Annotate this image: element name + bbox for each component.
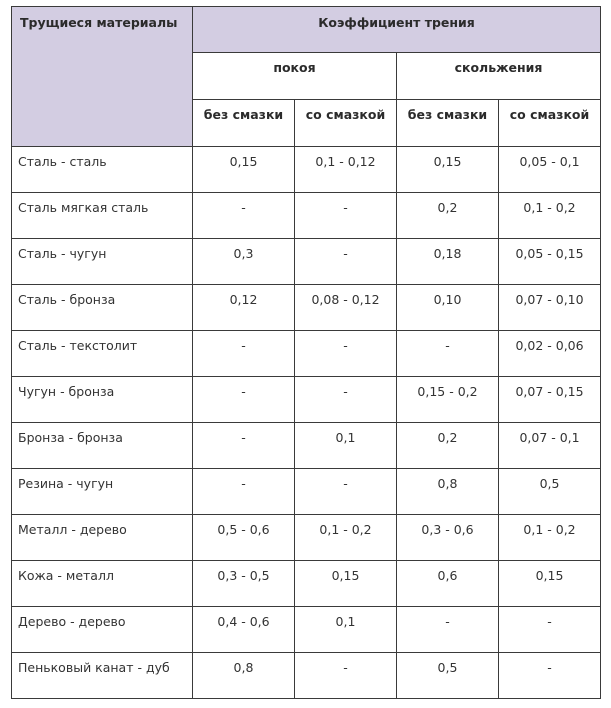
table-row — [12, 561, 601, 607]
rest-lube-cell: - — [295, 469, 397, 515]
material-cell: Дерево - дерево — [12, 607, 193, 653]
rest-dry-cell: - — [193, 377, 295, 423]
header-rest-with-lube: со смазкой — [295, 100, 397, 147]
slide-dry-cell: 0,5 — [397, 653, 499, 699]
slide-lube-cell: 0,1 - 0,2 — [499, 515, 601, 561]
rest-lube-cell: - — [295, 377, 397, 423]
table-row — [12, 423, 601, 469]
slide-dry-cell: 0,2 — [397, 193, 499, 239]
table-row — [12, 147, 601, 193]
material-cell: Металл - дерево — [12, 515, 193, 561]
slide-lube-cell: 0,05 - 0,15 — [499, 239, 601, 285]
rest-lube-cell: - — [295, 653, 397, 699]
slide-lube-cell: 0,15 — [499, 561, 601, 607]
rest-dry-cell: 0,12 — [193, 285, 295, 331]
slide-dry-cell: 0,15 — [397, 147, 499, 193]
table-row — [12, 515, 601, 561]
rest-lube-cell: 0,1 — [295, 607, 397, 653]
slide-lube-cell: - — [499, 653, 601, 699]
slide-dry-cell: 0,3 - 0,6 — [397, 515, 499, 561]
rest-lube-cell: 0,1 — [295, 423, 397, 469]
slide-lube-cell: - — [499, 607, 601, 653]
slide-dry-cell: - — [397, 331, 499, 377]
slide-dry-cell: 0,8 — [397, 469, 499, 515]
rest-dry-cell: - — [193, 331, 295, 377]
slide-lube-cell: 0,1 - 0,2 — [499, 193, 601, 239]
material-cell: Сталь - бронза — [12, 285, 193, 331]
slide-dry-cell: 0,10 — [397, 285, 499, 331]
rest-lube-cell: - — [295, 193, 397, 239]
material-cell: Сталь - сталь — [12, 147, 193, 193]
rest-dry-cell: - — [193, 193, 295, 239]
rest-dry-cell: - — [193, 423, 295, 469]
slide-lube-cell: 0,07 - 0,10 — [499, 285, 601, 331]
friction-coefficient-table — [11, 6, 601, 699]
slide-lube-cell: 0,02 - 0,06 — [499, 331, 601, 377]
rest-lube-cell: 0,15 — [295, 561, 397, 607]
rest-dry-cell: 0,4 - 0,6 — [193, 607, 295, 653]
rest-lube-cell: 0,1 - 0,2 — [295, 515, 397, 561]
slide-dry-cell: 0,15 - 0,2 — [397, 377, 499, 423]
slide-lube-cell: 0,05 - 0,1 — [499, 147, 601, 193]
material-cell: Бронза - бронза — [12, 423, 193, 469]
table-row — [12, 653, 601, 699]
rest-dry-cell: - — [193, 469, 295, 515]
material-cell: Сталь мягкая сталь — [12, 193, 193, 239]
header-sliding-no-lube: без смазки — [397, 100, 499, 147]
table-row — [12, 331, 601, 377]
table-row — [12, 377, 601, 423]
rest-lube-cell: - — [295, 239, 397, 285]
table-row — [12, 239, 601, 285]
table-row — [12, 285, 601, 331]
rest-dry-cell: 0,3 — [193, 239, 295, 285]
material-cell: Сталь - чугун — [12, 239, 193, 285]
rest-dry-cell: 0,8 — [193, 653, 295, 699]
table-body — [12, 147, 601, 699]
header-rest-no-lube: без смазки — [193, 100, 295, 147]
material-cell: Чугун - бронза — [12, 377, 193, 423]
slide-dry-cell: - — [397, 607, 499, 653]
slide-lube-cell: 0,07 - 0,1 — [499, 423, 601, 469]
rest-dry-cell: 0,3 - 0,5 — [193, 561, 295, 607]
rest-lube-cell: 0,1 - 0,12 — [295, 147, 397, 193]
header-rest: покоя — [193, 53, 397, 100]
header-sliding-with-lube: со смазкой — [499, 100, 601, 147]
material-cell: Сталь - текстолит — [12, 331, 193, 377]
rest-dry-cell: 0,5 - 0,6 — [193, 515, 295, 561]
header-materials: Трущиеся материалы — [12, 7, 193, 147]
slide-dry-cell: 0,6 — [397, 561, 499, 607]
rest-lube-cell: 0,08 - 0,12 — [295, 285, 397, 331]
slide-lube-cell: 0,5 — [499, 469, 601, 515]
material-cell: Резина - чугун — [12, 469, 193, 515]
table-row — [12, 607, 601, 653]
table-row — [12, 193, 601, 239]
slide-dry-cell: 0,2 — [397, 423, 499, 469]
rest-lube-cell: - — [295, 331, 397, 377]
header-sliding: скольжения — [397, 53, 601, 100]
rest-dry-cell: 0,15 — [193, 147, 295, 193]
header-coefficient: Коэффициент трения — [193, 7, 601, 53]
material-cell: Пеньковый канат - дуб — [12, 653, 193, 699]
slide-lube-cell: 0,07 - 0,15 — [499, 377, 601, 423]
table-row — [12, 469, 601, 515]
slide-dry-cell: 0,18 — [397, 239, 499, 285]
material-cell: Кожа - металл — [12, 561, 193, 607]
